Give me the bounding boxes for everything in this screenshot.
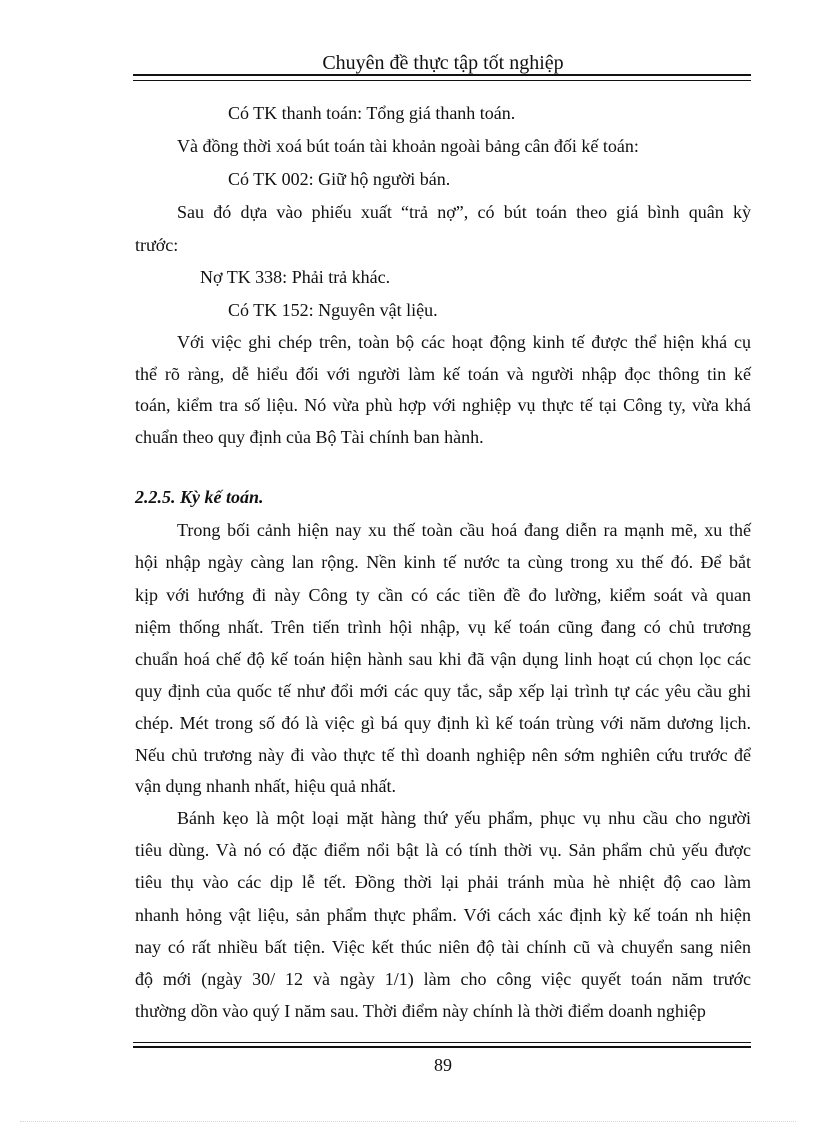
text-line: quy định của quốc tế như đổi mới các quy tắc, sắp xếp lại trình tự các yêu cầu ghi: [135, 681, 751, 701]
text-line: độ mới (ngày 30/ 12 và ngày 1/1) làm cho công việc quyết toán năm trước: [135, 969, 751, 989]
page-edge-divider: [20, 1121, 796, 1122]
text-line: chuẩn theo quy định của Bộ Tài chính ban hành.: [135, 427, 484, 447]
text-line: chép. Mét trong số đó là việc gì bá quy định kì kế toán trùng với năm dương lịch.: [135, 713, 751, 733]
text-line: Trong bối cảnh hiện nay xu thế toàn cầu hoá đang diễn ra mạnh mẽ, xu thế: [177, 520, 751, 540]
text-line: tiêu thụ vào các dịp lễ tết. Đồng thời lại phải tránh mùa hè nhiệt độ cao làm: [135, 872, 751, 892]
header-title: Chuyên đề thực tập tốt nghiệp: [322, 52, 564, 74]
text-line: Với việc ghi chép trên, toàn bộ các hoạt động kinh tế được thể hiện khá cụ: [177, 332, 751, 352]
text-line: tiêu dùng. Và nó có đặc điểm nổi bật là có tính thời vụ. Sản phẩm chủ yếu được: [135, 840, 751, 860]
text-line: Và đồng thời xoá bút toán tài khoản ngoài bảng cân đối kế toán:: [177, 136, 639, 156]
text-line: toán, kiểm tra số liệu. Nó vừa phù hợp với nghiệp vụ thực tế tại Công ty, vừa khá: [135, 395, 751, 415]
header-rule: [133, 74, 751, 81]
text-line: Có TK thanh toán: Tổng giá thanh toán.: [228, 103, 516, 123]
text-line: kịp với hướng đi này Công ty cần có các tiền đề đo lường, kiểm soát và quan: [135, 585, 751, 605]
text-line: thể rõ ràng, dễ hiểu đối với người làm kế toán và người nhập đọc thông tin kế: [135, 364, 751, 384]
section-heading: 2.2.5. Kỳ kế toán.: [135, 487, 264, 507]
text-line: chuẩn hoá chế độ kế toán hiện hành sau khi đã vận dụng linh hoạt cú chọn lọc các: [135, 649, 751, 669]
text-line: trước:: [135, 235, 179, 255]
text-line: Bánh kẹo là một loại mặt hàng thứ yếu phẩm, phục vụ nhu cầu cho người: [177, 808, 751, 828]
text-line: thường dồn vào quý I năm sau. Thời điểm này chính là thời điểm doanh nghiệp: [135, 1001, 706, 1021]
text-line: Có TK 002: Giữ hộ người bán.: [228, 169, 451, 189]
text-line: nay có rất nhiều bất tiện. Việc kết thúc niên độ tài chính cũ và chuyển sang niên: [135, 937, 751, 957]
text-line: hội nhập ngày càng lan rộng. Nền kinh tế nước ta cùng trong xu thế đó. Để bắt: [135, 552, 751, 572]
text-line: nhanh hỏng vật liệu, sản phẩm thực phẩm. Với cách xác định kỳ kế toán nh hiện: [135, 905, 751, 925]
footer-rule: [133, 1042, 751, 1048]
page-number: 89: [434, 1055, 452, 1075]
text-line: Nếu chủ trương này đi vào thực tế thì doanh nghiệp nên sớm nghiên cứu trước để: [135, 745, 751, 765]
text-line: vận dụng nhanh nhất, hiệu quả nhất.: [135, 776, 396, 796]
text-line: Có TK 152: Nguyên vật liệu.: [228, 300, 438, 320]
text-line: Nợ TK 338: Phải trả khác.: [200, 267, 391, 287]
text-line: niệm thống nhất. Trên tiến trình hội nhập, vụ kế toán cũng đang có chủ trương: [135, 617, 751, 637]
text-line: Sau đó dựa vào phiếu xuất “trả nợ”, có bút toán theo giá bình quân kỳ: [177, 202, 751, 222]
